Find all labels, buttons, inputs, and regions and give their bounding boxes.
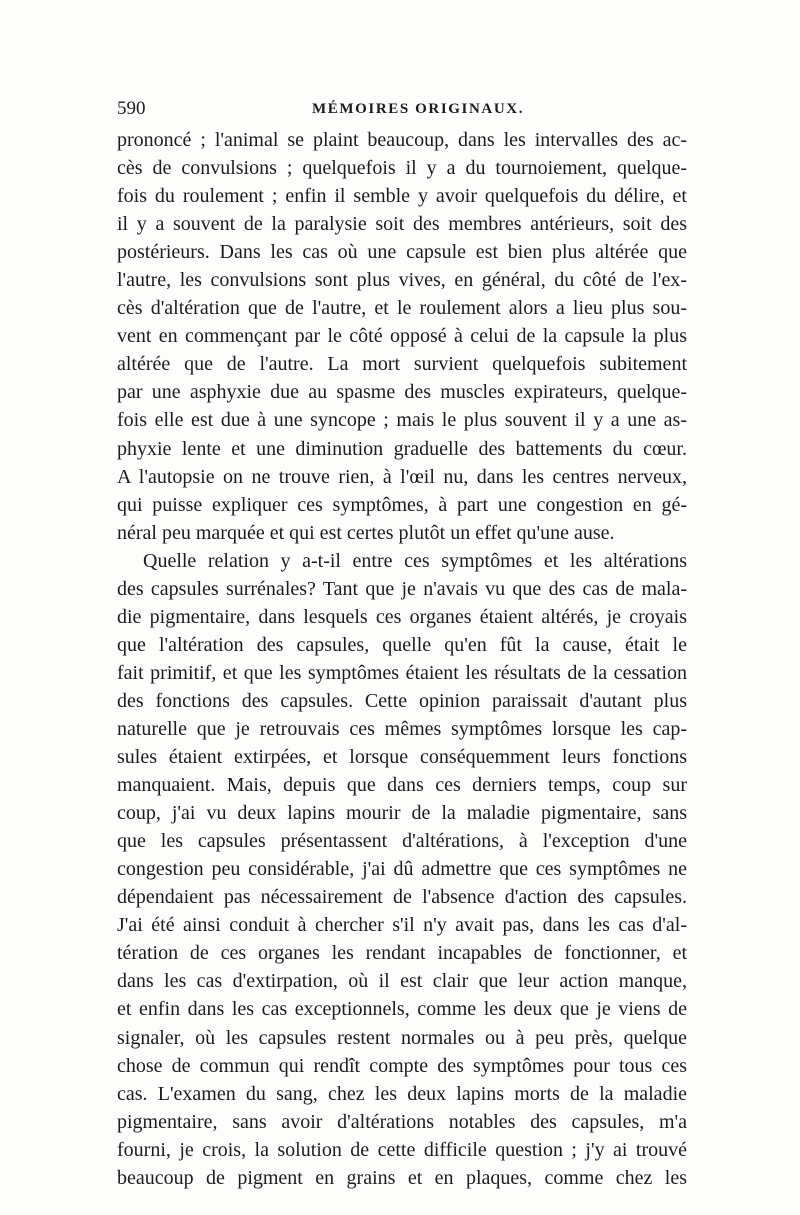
- text-line: néral peu marquée et qui est certes plutôt un effet qu'une ause.: [117, 521, 615, 544]
- text-line: Quelle relation y a-t-il entre ces symptômes et les altérations: [143, 549, 687, 572]
- text-line: manquaient. Mais, depuis que dans ces derniers temps, coup sur: [117, 774, 687, 797]
- text-line: qui puisse expliquer ces symptômes, à part une congestion en gé-: [117, 493, 687, 516]
- text-line: fois elle est due à une syncope ; mais le plus souvent il y a une as-: [117, 409, 687, 432]
- text-line: des capsules surrénales? Tant que je n'avais vu que des cas de mala-: [117, 577, 687, 600]
- body-text: [117, 126, 687, 1192]
- text-line: signaler, où les capsules restent normales ou à peu près, quelque: [117, 1026, 687, 1049]
- running-head: MÉMOIRES ORIGINAUX.: [312, 101, 525, 117]
- text-line: prononcé ; l'animal se plaint beaucoup, dans les intervalles des ac-: [117, 129, 687, 151]
- text-line: cès d'altération que de l'autre, et le roulement alors a lieu plus sou-: [117, 297, 687, 320]
- text-line: dans les cas d'extirpation, où il est clair que leur action manque,: [117, 970, 687, 993]
- text-line: congestion peu considérable, j'ai dû admettre que ces symptômes ne: [117, 858, 687, 881]
- text-line: phyxie lente et une diminution graduelle des battements du cœur.: [117, 437, 687, 460]
- text-line: pigmentaire, sans avoir d'altérations notables des capsules, m'a: [117, 1110, 687, 1133]
- text-line: des fonctions des capsules. Cette opinion paraissait d'autant plus: [117, 689, 687, 712]
- text-line: J'ai été ainsi conduit à chercher s'il n'y avait pas, dans les cas d'al-: [117, 914, 687, 937]
- text-line: A l'autopsie on ne trouve rien, à l'œil nu, dans les centres nerveux,: [117, 465, 687, 488]
- text-line: l'autre, les convulsions sont plus vives, en général, du côté de l'ex-: [117, 269, 687, 292]
- text-line: fourni, je crois, la solution de cette difficile question ; j'y ai trouvé: [117, 1138, 687, 1161]
- text-line: vent en commençant par le côté opposé à celui de la capsule la plus: [117, 325, 687, 348]
- text-line: fois du roulement ; enfin il semble y avoir quelquefois du délire, et: [117, 185, 687, 208]
- text-line: chose de commun qui rendît compte des symptômes pour tous ces: [117, 1054, 687, 1077]
- text-line: postérieurs. Dans les cas où une capsule est bien plus altérée que: [117, 241, 687, 264]
- text-line: tération de ces organes les rendant incapables de fonctionner, et: [117, 942, 687, 965]
- text-line: die pigmentaire, dans lesquels ces organes étaient altérés, je croyais: [117, 605, 687, 628]
- text-line: altérée que de l'autre. La mort survient quelquefois subitement: [117, 353, 687, 376]
- text-line: il y a souvent de la paralysie soit des membres antérieurs, soit des: [117, 213, 687, 236]
- text-line: dépendaient pas nécessairement de l'absence d'action des capsules.: [117, 886, 687, 909]
- page-header: [117, 96, 687, 122]
- text-line: cas. L'examen du sang, chez les deux lapins morts de la maladie: [117, 1082, 687, 1105]
- text-line: fait primitif, et que les symptômes étaient les résultats de la cessation: [117, 661, 687, 684]
- text-line: coup, j'ai vu deux lapins mourir de la maladie pigmentaire, sans: [117, 802, 687, 825]
- text-line: naturelle que je retrouvais ces mêmes symptômes lorsque les cap-: [117, 717, 687, 740]
- text-line: que les capsules présentassent d'altérations, à l'exception d'une: [117, 830, 687, 853]
- text-line: et enfin dans les cas exceptionnels, comme les deux que je viens de: [117, 998, 687, 1021]
- page-number: 590: [117, 98, 146, 119]
- text-line: par une asphyxie due au spasme des muscles expirateurs, quelque-: [117, 381, 687, 404]
- text-line: beaucoup de pigment en grains et en plaques, comme chez les: [117, 1166, 687, 1189]
- text-line: sules étaient extirpées, et lorsque conséquemment leurs fonctions: [117, 746, 687, 769]
- text-line: que l'altération des capsules, quelle qu'en fût la cause, était le: [117, 633, 687, 656]
- text-line: cès de convulsions ; quelquefois il y a du tournoiement, quelque-: [117, 157, 687, 180]
